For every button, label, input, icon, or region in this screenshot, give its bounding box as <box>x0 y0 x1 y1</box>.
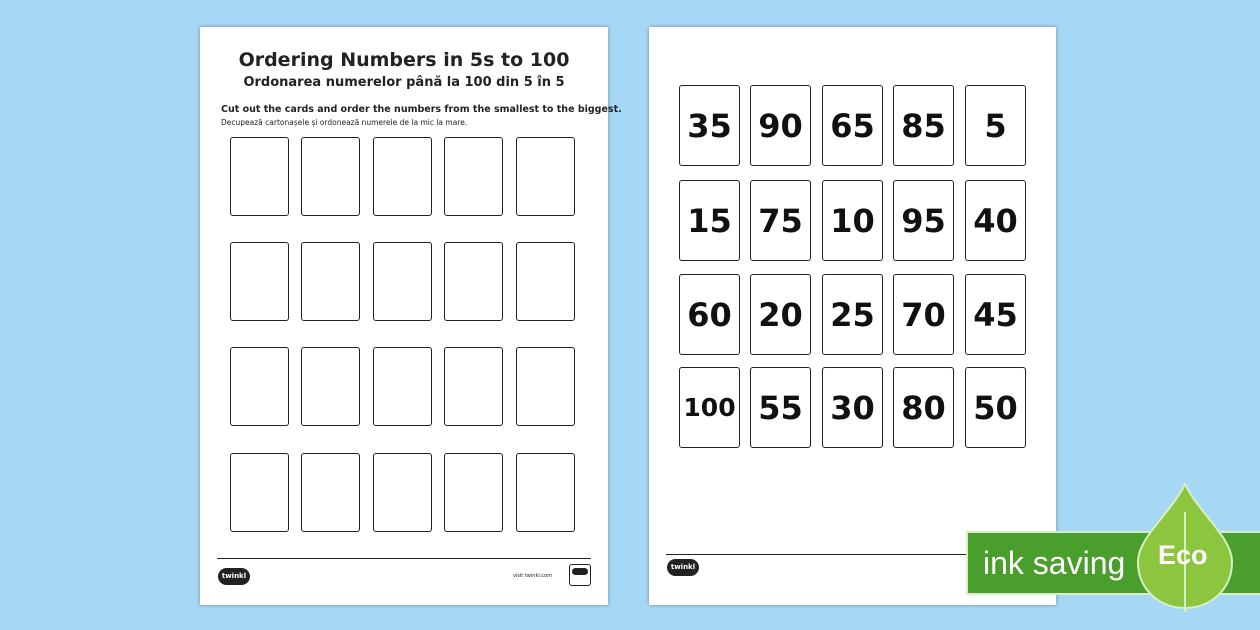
answer-slot <box>516 347 575 426</box>
twinkl-logo: twinkl <box>667 559 699 576</box>
answer-slot <box>301 347 360 426</box>
number-card: 80 <box>893 367 954 448</box>
answer-slot <box>373 347 432 426</box>
answer-slot <box>230 453 289 532</box>
worksheet-subtitle: Ordonarea numerelor până la 100 din 5 în 5 <box>243 75 565 90</box>
number-card: 10 <box>822 180 883 261</box>
twinkl-badge-icon <box>569 564 591 586</box>
number-card: 85 <box>893 85 954 166</box>
answer-slot <box>301 453 360 532</box>
number-card: 35 <box>679 85 740 166</box>
number-card: 50 <box>965 367 1026 448</box>
answer-slot <box>516 137 575 216</box>
number-card: 100 <box>679 367 740 448</box>
number-card: 90 <box>750 85 811 166</box>
answer-slot <box>230 347 289 426</box>
worksheet-title: Ordering Numbers in 5s to 100 <box>238 49 570 71</box>
answer-slot <box>373 453 432 532</box>
number-card: 75 <box>750 180 811 261</box>
answer-slot <box>301 242 360 321</box>
footer-divider <box>217 558 591 559</box>
number-card: 5 <box>965 85 1026 166</box>
twinkl-logo: twinkl <box>218 568 250 585</box>
answer-slot <box>444 137 503 216</box>
answer-slot <box>444 453 503 532</box>
number-card: 70 <box>893 274 954 355</box>
answer-slot <box>444 347 503 426</box>
number-card: 40 <box>965 180 1026 261</box>
answer-slot <box>230 242 289 321</box>
answer-slot <box>373 242 432 321</box>
worksheet-page-left <box>200 27 622 605</box>
answer-slot <box>230 137 289 216</box>
answer-slot <box>516 242 575 321</box>
number-card: 65 <box>822 85 883 166</box>
number-card: 45 <box>965 274 1026 355</box>
visit-link-text: visit twinkl.com <box>512 573 552 579</box>
instruction-romanian: Decupează cartonașele și ordonează numerele de la mic la mare. <box>221 118 468 127</box>
answer-slot <box>373 137 432 216</box>
eco-label: Eco <box>1158 540 1208 570</box>
number-card: 15 <box>679 180 740 261</box>
number-card: 55 <box>750 367 811 448</box>
number-card: 95 <box>893 180 954 261</box>
instruction-english: Cut out the cards and order the numbers from the smallest to the biggest. <box>221 104 622 115</box>
number-card: 60 <box>679 274 740 355</box>
number-card: 20 <box>750 274 811 355</box>
answer-slot <box>301 137 360 216</box>
answer-slot <box>444 242 503 321</box>
answer-slot <box>516 453 575 532</box>
worksheet-page-right <box>649 27 1056 605</box>
number-card: 25 <box>822 274 883 355</box>
ink-saving-text: ink saving <box>983 545 1126 581</box>
number-card: 30 <box>822 367 883 448</box>
